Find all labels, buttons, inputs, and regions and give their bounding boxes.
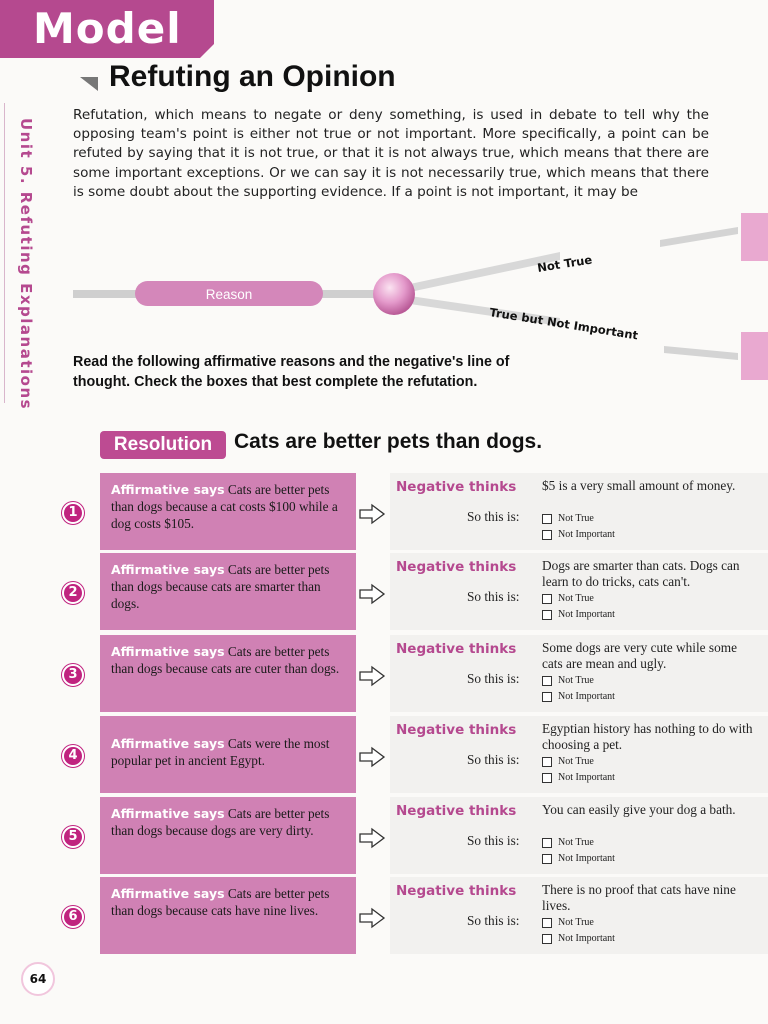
negative-box bbox=[390, 635, 768, 712]
affirmative-box bbox=[100, 553, 356, 630]
negative-thinks-label: Negative thinks bbox=[396, 559, 517, 575]
affirmative-text: Cats are better pets than dogs because cats are smarter than dogs. bbox=[111, 562, 330, 611]
negative-thinks-label: Negative thinks bbox=[396, 803, 517, 819]
item-number: 5 bbox=[62, 826, 84, 848]
affirmative-text: Cats are better pets than dogs because cats are cuter than dogs. bbox=[111, 644, 340, 676]
not-true-label: Not True bbox=[536, 252, 594, 275]
not-important-option[interactable]: Not Important bbox=[542, 933, 615, 944]
not-important-option[interactable]: Not Important bbox=[542, 609, 615, 620]
affirmative-says-label: Affirmative says bbox=[111, 806, 225, 821]
negative-box bbox=[390, 877, 768, 954]
affirmative-says-label: Affirmative says bbox=[111, 886, 225, 901]
model-label: Model bbox=[33, 4, 182, 53]
so-this-is-label: So this is: bbox=[467, 752, 520, 767]
negative-thinks-label: Negative thinks bbox=[396, 722, 517, 738]
exercise-row bbox=[0, 553, 768, 633]
reason-label: Reason bbox=[205, 287, 253, 302]
negative-box bbox=[390, 473, 768, 550]
negative-text: There is no proof that cats have nine lives. bbox=[542, 882, 736, 913]
negative-text: $5 is a very small amount of money. bbox=[542, 478, 736, 493]
not-true-option[interactable]: Not True bbox=[542, 513, 594, 524]
not-true-checkbox[interactable] bbox=[542, 918, 552, 928]
affirmative-says-label: Affirmative says bbox=[111, 736, 225, 751]
not-important-checkbox[interactable] bbox=[542, 530, 552, 540]
affirmative-box bbox=[100, 877, 356, 954]
arrow-right-icon bbox=[358, 746, 386, 768]
so-this-is-label: So this is: bbox=[467, 509, 520, 524]
reason-line-left bbox=[73, 290, 139, 298]
affirmative-text: Cats are better pets than dogs because dogs are very dirty. bbox=[111, 806, 330, 838]
exercise-row bbox=[0, 635, 768, 715]
affirmative-box bbox=[100, 473, 356, 550]
so-this-is-label: So this is: bbox=[467, 833, 520, 848]
intro-paragraph: Refutation, which means to negate or deny something, is used in debate to tell why the opposing team's point is either not true or not important. More specifically, a point can be refuted by saying that it is not true, or that it is not always true, which means that there are some important exceptions. Or we can say it is not necessarily true, which means that there is some doubt about the supporting evidence. If a point is not important, it may be bbox=[73, 107, 709, 200]
not-true-checkbox[interactable] bbox=[542, 838, 552, 848]
not-important-checkbox[interactable] bbox=[542, 934, 552, 944]
not-true-option[interactable]: Not True bbox=[542, 675, 594, 686]
not-important-checkbox[interactable] bbox=[542, 773, 552, 783]
arrow-right-icon bbox=[358, 583, 386, 605]
negative-text: Egyptian history has nothing to do with choosing a pet. bbox=[542, 721, 753, 752]
not-true-option[interactable]: Not True bbox=[542, 837, 594, 848]
arrow-right-icon bbox=[358, 907, 386, 929]
not-true-option[interactable]: Not True bbox=[542, 593, 594, 604]
negative-text: Dogs are smarter than cats. Dogs can learn to do tricks, cats can't. bbox=[542, 558, 740, 589]
affirmative-says-label: Affirmative says bbox=[111, 482, 225, 497]
arrow-right-icon bbox=[358, 503, 386, 525]
not-important-checkbox[interactable] bbox=[542, 610, 552, 620]
resolution-badge: Resolution bbox=[100, 431, 226, 459]
item-number: 6 bbox=[62, 906, 84, 928]
affirmative-box bbox=[100, 797, 356, 874]
resolution-text: Cats are better pets than dogs. bbox=[234, 430, 543, 453]
arrow-right-icon bbox=[358, 665, 386, 687]
exercise-row bbox=[0, 797, 768, 877]
junction-ball bbox=[373, 273, 415, 315]
affirmative-text: Cats were the most popular pet in ancient Egypt. bbox=[111, 736, 330, 768]
affirmative-box bbox=[100, 716, 356, 793]
item-number: 1 bbox=[62, 502, 84, 524]
not-important-checkbox[interactable] bbox=[542, 854, 552, 864]
negative-thinks-label: Negative thinks bbox=[396, 479, 517, 495]
affirmative-text: Cats are better pets than dogs because a cat costs $100 while a dog costs $105. bbox=[111, 482, 338, 531]
not-important-option[interactable]: Not Important bbox=[542, 529, 615, 540]
negative-text: Some dogs are very cute while some cats are mean and ugly. bbox=[542, 640, 737, 671]
so-this-is-label: So this is: bbox=[467, 913, 520, 928]
instructions: Read the following affirmative reasons and the negative's line of thought. Check the boxes that best complete the refutation. bbox=[73, 354, 510, 390]
affirmative-box bbox=[100, 635, 356, 712]
item-number: 3 bbox=[62, 664, 84, 686]
exercise-row bbox=[0, 716, 768, 796]
branch-top-tail bbox=[660, 227, 738, 247]
page-title: Refuting an Opinion bbox=[109, 60, 396, 93]
unit-label: Unit 5. Refuting Explanations bbox=[17, 118, 35, 411]
not-important-option[interactable]: Not Important bbox=[542, 772, 615, 783]
branch-bottom-tail bbox=[664, 346, 738, 360]
arrow-right-icon bbox=[358, 827, 386, 849]
not-true-checkbox[interactable] bbox=[542, 594, 552, 604]
negative-box bbox=[390, 716, 768, 793]
negative-box bbox=[390, 797, 768, 874]
exercise-row bbox=[0, 473, 768, 553]
negative-text: You can easily give your dog a bath. bbox=[542, 802, 736, 817]
item-number: 4 bbox=[62, 745, 84, 767]
so-this-is-label: So this is: bbox=[467, 589, 520, 604]
not-important-checkbox[interactable] bbox=[542, 692, 552, 702]
not-true-option[interactable]: Not True bbox=[542, 917, 594, 928]
negative-thinks-label: Negative thinks bbox=[396, 883, 517, 899]
item-number: 2 bbox=[62, 582, 84, 604]
not-important-label: True but Not Important bbox=[488, 305, 640, 343]
negative-box bbox=[390, 553, 768, 630]
exercise-row bbox=[0, 877, 768, 957]
not-true-checkbox[interactable] bbox=[542, 514, 552, 524]
not-important-option[interactable]: Not Important bbox=[542, 853, 615, 864]
negative-thinks-label: Negative thinks bbox=[396, 641, 517, 657]
reason-line-right bbox=[320, 290, 376, 298]
not-important-option[interactable]: Not Important bbox=[542, 691, 615, 702]
not-true-option[interactable]: Not True bbox=[542, 756, 594, 767]
affirmative-text: Cats are better pets than dogs because cats have nine lives. bbox=[111, 886, 330, 918]
affirmative-says-label: Affirmative says bbox=[111, 644, 225, 659]
not-true-checkbox[interactable] bbox=[542, 757, 552, 767]
affirmative-says-label: Affirmative says bbox=[111, 562, 225, 577]
not-true-checkbox[interactable] bbox=[542, 676, 552, 686]
page-number: 64 bbox=[21, 962, 55, 996]
so-this-is-label: So this is: bbox=[467, 671, 520, 686]
